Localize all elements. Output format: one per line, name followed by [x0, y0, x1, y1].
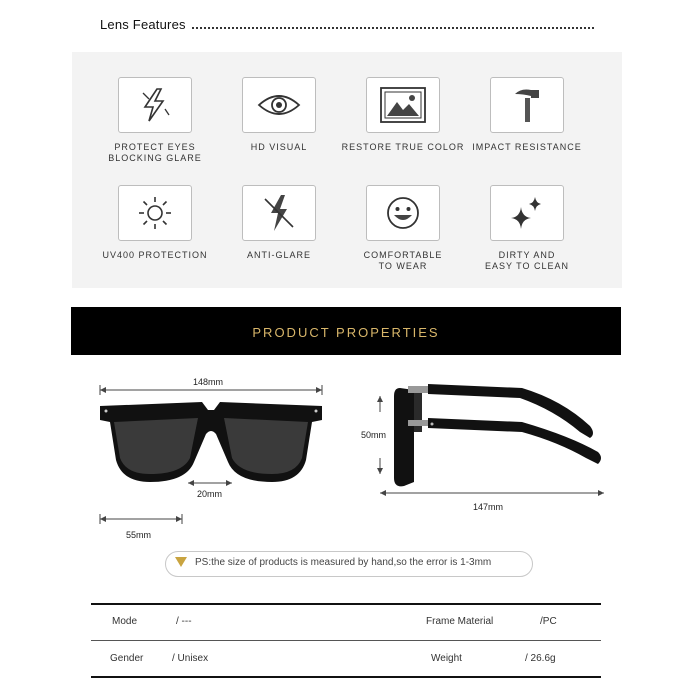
dim-bridge: 20mm	[197, 489, 223, 499]
dim-frame-width: 148mm	[193, 377, 224, 387]
feature-label: PROTECT EYES BLOCKING GLARE	[108, 142, 202, 163]
spec-value-mode: / ---	[176, 616, 192, 627]
spec-value-gender: / Unisex	[172, 653, 209, 664]
hammer-icon	[509, 86, 545, 124]
dim-temple-length: 147mm	[473, 502, 504, 512]
anti-glare-icon	[261, 193, 297, 233]
feature-easy-to-clean	[462, 185, 592, 272]
feature-protect-eyes	[90, 77, 220, 164]
table-middle-rule	[91, 640, 601, 641]
feature-restore-true-color	[338, 77, 468, 153]
dim-lens-height: 50mm	[361, 430, 387, 440]
measurement-note: PS:the size of products is measured by hand,so the error is 1-3mm	[195, 557, 492, 568]
feature-hd-visual	[214, 77, 344, 153]
table-bottom-rule	[91, 676, 601, 678]
feature-icon-box	[490, 77, 564, 133]
lightning-shield-icon	[135, 85, 175, 125]
spec-value-frame-material: /PC	[540, 616, 557, 627]
spec-value-weight: / 26.6g	[525, 653, 556, 664]
spec-label-gender: Gender	[110, 653, 144, 664]
table-top-rule	[91, 603, 601, 605]
feature-icon-box	[366, 185, 440, 241]
feature-label: RESTORE TRUE COLOR	[341, 142, 465, 152]
feature-icon-box	[366, 77, 440, 133]
warning-triangle-icon	[175, 557, 187, 567]
feature-label: UV400 PROTECTION	[102, 250, 208, 260]
feature-icon-box	[242, 77, 316, 133]
feature-label: IMPACT RESISTANCE	[472, 142, 582, 152]
sunglasses-side-view	[372, 378, 612, 503]
spec-label-frame-material: Frame Material	[426, 616, 494, 627]
sparkles-icon	[507, 193, 547, 233]
feature-icon-box	[118, 77, 192, 133]
feature-comfortable	[338, 185, 468, 272]
spec-label-weight: Weight	[431, 653, 462, 664]
feature-label: ANTI-GLARE	[246, 250, 311, 260]
mountain-picture-icon	[379, 86, 427, 124]
feature-icon-box	[242, 185, 316, 241]
feature-icon-box	[490, 185, 564, 241]
feature-label: COMFORTABLE TO WEAR	[363, 250, 443, 271]
feature-impact-resistance	[462, 77, 592, 153]
feature-label: HD VISUAL	[250, 142, 308, 152]
smiley-face-icon	[385, 195, 421, 231]
feature-anti-glare	[214, 185, 344, 261]
section-title-lens-features: Lens Features	[100, 17, 186, 32]
sunglasses-front-view	[90, 370, 340, 540]
product-properties-title: PRODUCT PROPERTIES	[252, 325, 440, 340]
feature-uv400	[90, 185, 220, 261]
dim-lens-width: 55mm	[126, 530, 152, 540]
dotted-divider	[192, 27, 594, 29]
spec-label-mode: Mode	[112, 616, 138, 627]
feature-icon-box	[118, 185, 192, 241]
lens-features-panel	[72, 52, 622, 288]
eye-icon	[256, 90, 302, 120]
feature-label: DIRTY AND EASY TO CLEAN	[484, 250, 570, 271]
sun-icon	[137, 195, 173, 231]
